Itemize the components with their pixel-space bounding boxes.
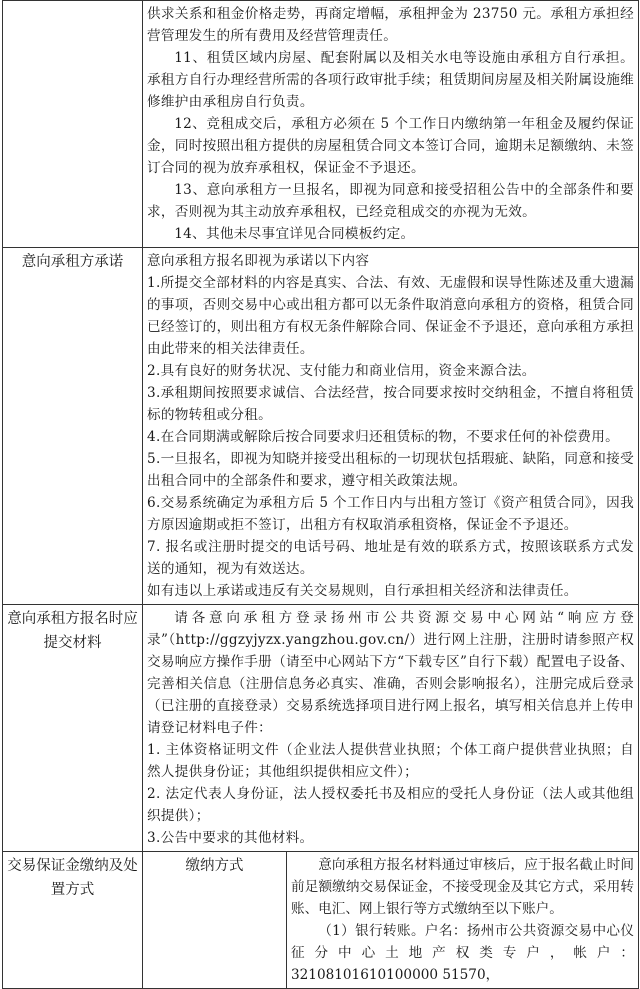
commitment-item-5: 5.一旦报名，即视为知晓并接受出租标的一切现状包括瑕疵、缺陷，同意和接受出租合同中的全部条件和要求，遵守相关政策法规。 bbox=[147, 451, 634, 489]
deposit-content-cell bbox=[287, 852, 639, 989]
commitment-item-7: 7. 报名或注册时提交的电话号码、地址是有效的联系方式，按照该联系方式发送的通知，视为有效送达。 bbox=[147, 539, 634, 577]
deposit-label: 交易保证金缴纳及处置方式 bbox=[3, 852, 143, 989]
commitment-item-4: 4.在合同期满或解除后按合同要求归还租赁标的物，不要求任何的补偿费用。 bbox=[147, 429, 620, 445]
commitment-label: 意向承租方承诺 bbox=[3, 248, 143, 605]
materials-item-1: 1. 主体资格证明文件（企业法人提供营业执照；个体工商户提供营业执照；自然人提供身份证；其他组织提供相应文件）； bbox=[147, 742, 634, 780]
terms-line-11: 11、租赁区域内房屋、配套附属以及相关水电等设施由承租方自行承担。承租方自行办理经营所需的各项行政审批手续；租赁期间房屋及相关附属设施维修维护由承租房自行负责。 bbox=[147, 50, 634, 110]
terms-line-13: 13、意向承租方一旦报名，即视为同意和接受招租公告中的全部条件和要求，否则视为其主动放弃承租权，已经竞租成交的亦视为无效。 bbox=[147, 182, 634, 220]
terms-line-14: 14、其他未尽事宜详见合同模板约定。 bbox=[174, 226, 415, 242]
commitment-item-1: 1.所提交全部材料的内容是真实、合法、有效、无虚假和误导性陈述及重大遗漏的事项，否则交易中心或出租方都可以无条件取消意向承租方的资格，租赁合同已经签订的，则出租方有权无条件解除合同、保证金不予退还，意向承租方承担由此带来的相关法律责任。 bbox=[147, 275, 634, 357]
terms-line-12: 12、竞租成交后，承租方必须在 5 个工作日内缴纳第一年租金及履约保证金，同时按照出租方提供的房屋租赁合同文本签订合同，逾期未足额缴纳、未签订合同的视为放弃承租权，保证金不予退还。 bbox=[147, 116, 634, 176]
row-commitment bbox=[3, 248, 639, 605]
row-materials bbox=[3, 605, 639, 852]
deposit-text: 意向承租方报名材料通过审核后，应于报名截止时间前足额缴纳交易保证金，不接受现金及其它方式，采用转账、电汇、网上银行等方式缴纳至以下账户。 bbox=[291, 857, 634, 917]
materials-label: 意向承租方报名时应提交材料 bbox=[3, 605, 143, 852]
terms-line-0: 供求关系和租金价格走势，再商定增幅，承租押金为 23750 元。承租方承担经营管理发生的所有费用及经营管理责任。 bbox=[147, 6, 634, 44]
commitment-intro: 意向承租方报名即视为承诺以下内容 bbox=[147, 253, 370, 269]
commitment-item-6: 6.交易系统确定为承租方后 5 个工作日内与出租方签订《资产租赁合同》，因我方原因逾期或拒不签订，出租方有权取消承租资格，保证金不予退还。 bbox=[147, 495, 634, 533]
commitment-content-cell bbox=[143, 248, 639, 605]
row-deposit bbox=[3, 852, 639, 989]
materials-item-3: 3.公告中要求的其他材料。 bbox=[147, 830, 314, 846]
deposit-bank-transfer: （1）银行转账。户名：扬州市公共资源交易中心仪征分中心土地产权类专户，帐户：32108101610100000 51570， bbox=[291, 923, 634, 983]
terms-content-cell bbox=[143, 1, 639, 248]
terms-label-cell bbox=[3, 1, 143, 248]
commitment-item-2: 2.具有良好的财务状况、支付能力和商业信用，资金来源合法。 bbox=[147, 363, 536, 379]
deposit-method-label: 缴纳方式 bbox=[143, 852, 287, 989]
commitment-item-3: 3.承租期间按照要求诚信、合法经营，按合同要求按时交纳租金，不擅自将租赁标的物转租或分租。 bbox=[147, 385, 634, 423]
materials-intro: 请各意向承租方登录扬州市公共资源交易中心网站“响应方登录”（http://ggzyjyzx.yangzhou.gov.cn/）进行网上注册，注册时请参照产权交易响应方操作手册（请至中心网站下方“下载专区”自行下载）配置电子设备、完善相关信息（注册信息务必真实、准确，否则会影响报名），注册完成后登录（已注册的直接登录）交易系统选择项目进行网上报名，填写相关信息并上传申请登记材料电子件： bbox=[147, 610, 634, 736]
row-terms bbox=[3, 1, 639, 248]
materials-item-2: 2. 法定代表人身份证，法人授权委托书及相应的受托人身份证（法人或其他组织提供）； bbox=[147, 786, 634, 824]
materials-content-cell bbox=[143, 605, 639, 852]
commitment-closing: 如有违以上承诺或违反有关交易规则，自行承担相关经济和法律责任。 bbox=[147, 583, 578, 599]
announcement-table bbox=[2, 0, 639, 989]
